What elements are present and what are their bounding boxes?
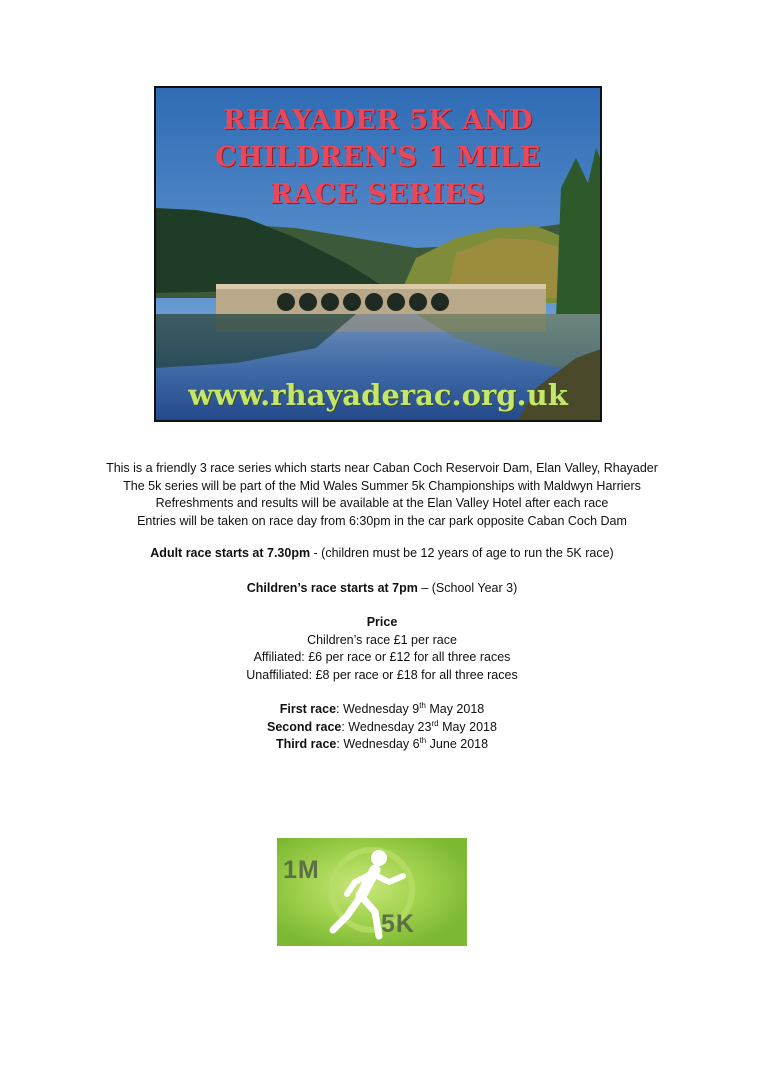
- race-logo: [277, 838, 467, 946]
- price-line: Affiliated: £6 per race or £12 for all three races: [253, 650, 511, 664]
- price-line: Children’s race £1 per race: [307, 632, 457, 647]
- poster-title: [156, 102, 600, 213]
- race-label: First race: [279, 702, 337, 716]
- race-date: May 2018: [425, 702, 485, 716]
- intro-paragraph: [40, 460, 724, 530]
- poster-title-line: RACE SERIES: [270, 179, 486, 210]
- race-date-third: [40, 736, 724, 754]
- date-suffix: rd: [431, 718, 439, 728]
- children-race-label: Children’s race starts at 7pm: [246, 581, 418, 595]
- children-race-info: [40, 580, 724, 598]
- race-date-second: [40, 719, 724, 737]
- intro-line: The 5k series will be part of the Mid Wales Summer 5k Championships with Maldwyn Harriers: [123, 478, 641, 493]
- adult-race-info: [40, 545, 724, 563]
- race-dates: [40, 701, 724, 754]
- children-race-note: – (School Year 3): [417, 581, 518, 595]
- date-suffix: th: [419, 700, 426, 710]
- intro-line: Refreshments and results will be available at the Elan Valley Hotel after each race: [155, 496, 609, 510]
- price-line: Unaffiliated: £8 per race or £18 for all three races: [246, 667, 518, 682]
- price-section: [40, 614, 724, 684]
- adult-race-label: Adult race starts at 7.30pm: [150, 546, 311, 560]
- intro-line: This is a friendly 3 race series which starts near Caban Coch Reservoir Dam, Elan Valley, Rhayader: [106, 461, 658, 475]
- race-label: Second race: [267, 719, 342, 734]
- race-date: : Wednesday 9: [336, 702, 420, 716]
- date-suffix: th: [419, 735, 427, 745]
- adult-race-note: - (children must be 12 years of age to run the 5K race): [310, 546, 614, 560]
- poster-title-line: RHAYADER 5K AND: [222, 105, 534, 136]
- race-date: June 2018: [426, 737, 489, 751]
- race-date: : Wednesday 6: [336, 737, 420, 751]
- poster-title-line: CHILDREN'S 1 MILE: [215, 142, 541, 173]
- race-date: : Wednesday 23: [341, 719, 432, 734]
- poster-image: [154, 86, 602, 422]
- race-date: May 2018: [438, 719, 497, 734]
- logo-background: [277, 838, 467, 946]
- logo-5k-text: 5K: [381, 910, 415, 938]
- logo-1m-text: 1M: [283, 856, 320, 884]
- intro-line: Entries will be taken on race day from 6:30pm in the car park opposite Caban Coch Dam: [137, 513, 627, 528]
- price-heading: Price: [366, 615, 398, 629]
- race-label: Third race: [275, 737, 337, 751]
- race-date-first: [40, 701, 724, 719]
- poster-url: www.rhayaderac.org.uk: [188, 378, 568, 412]
